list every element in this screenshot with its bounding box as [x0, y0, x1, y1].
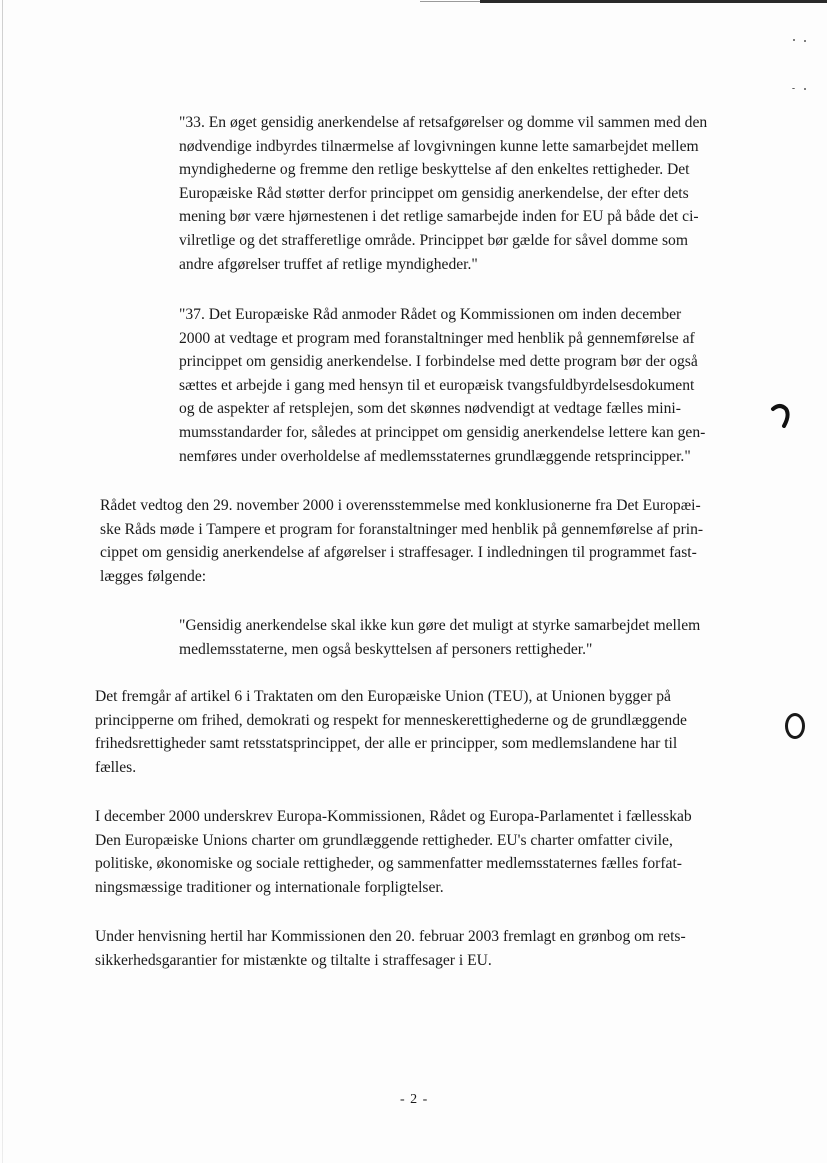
punch-hole-icon — [785, 713, 805, 739]
text-line: "33. En øget gensidig anerkendelse af retsafgørelser og domme vil sammen med den — [179, 114, 708, 131]
quote-paragraph-37 — [179, 303, 705, 468]
text-line: mumsstandarder for, således at princippet om gensidig anerkendelse lettere kan gen- — [179, 423, 706, 441]
text-line: Under henvisning hertil har Kommissionen den 20. februar 2003 fremlagt en grønbog om rets- — [95, 928, 686, 945]
scan-speck — [804, 88, 806, 90]
text-line: Europæiske Råd støtter derfor princippet om gensidig anerkendelse, der efter dets — [179, 184, 689, 202]
text-line: lægges følgende: — [100, 567, 207, 585]
quote-mutual-recognition — [179, 614, 700, 661]
scan-top-rule-faint — [420, 1, 480, 2]
text-line: 2000 at vedtage et program med foranstaltninger med henblik på gennemførelse af — [179, 329, 695, 347]
text-line: princippet om gensidig anerkendelse. I forbindelse med dette program bør der også — [179, 353, 698, 371]
text-line: sættes et arbejde i gang med hensyn til et europæisk tvangsfuldbyrdelsesdokument — [179, 376, 695, 394]
text-line: cippet om gensidig anerkendelse af afgørelser i straffesager. I indledningen til programmet fast- — [100, 544, 697, 562]
scan-speck — [804, 40, 806, 42]
scan-speck — [793, 39, 795, 41]
paragraph-teu-article-6 — [95, 685, 687, 779]
text-line: "37. Det Europæiske Råd anmoder Rådet og Kommissionen om inden december — [179, 306, 682, 323]
text-line: sikkerhedsgarantier for mistænkte og tiltalte i straffesager i EU. — [95, 951, 492, 969]
quote-paragraph-33 — [179, 111, 707, 276]
text-line: myndighederne og fremme den retlige beskyttelse af den enkeltes rettigheder. Det — [179, 161, 690, 179]
text-line: mening bør være hjørnestenen i det retlige samarbejde inden for EU på både det ci- — [179, 208, 699, 226]
paragraph-charter — [95, 805, 692, 899]
text-line: fælles. — [95, 758, 137, 776]
text-line: og de aspekter af retsplejen, som det skønnes nødvendigt at vedtage fælles mini- — [179, 400, 681, 418]
scan-top-rule — [480, 0, 827, 3]
text-line: nemføres under overholdelse af medlemsstaternes grundlæggende retsprincipper." — [179, 447, 691, 465]
text-line: Det fremgår af artikel 6 i Traktaten om den Europæiske Union (TEU), at Unionen bygger på — [95, 688, 671, 705]
page-number: - 2 - — [400, 1092, 429, 1107]
paragraph-green-paper — [95, 925, 686, 972]
scan-edge — [2, 0, 3, 1163]
text-line: medlemsstaterne, men også beskyttelsen af personers rettigheder." — [179, 640, 593, 658]
paragraph-council-decision — [100, 494, 703, 588]
binding-hook-mark — [770, 402, 792, 428]
text-line: nødvendige indbyrdes tilnærmelse af lovgivningen kunne lette samarbejdet mellem — [179, 137, 699, 155]
text-line: Rådet vedtog den 29. november 2000 i overensstemmelse med konklusionerne fra Det Europæi- — [100, 497, 701, 514]
scan-speck — [792, 88, 795, 89]
text-line: "Gensidig anerkendelse skal ikke kun gøre det muligt at styrke samarbejdet mellem — [179, 617, 701, 634]
text-line: principperne om frihed, demokrati og respekt for menneskerettighederne og de grundlæggende — [95, 711, 687, 729]
text-line: frihedsrettigheder samt retsstatsprincippet, der alle er principper, som medlemslandene har til — [95, 735, 678, 753]
text-line: ningsmæssige traditioner og internationale forpligtelser. — [95, 878, 444, 896]
text-line: vilretlige og det strafferetlige område. Princippet bør gælde for såvel domme som — [179, 231, 688, 249]
text-line: politiske, økonomiske og sociale rettigheder, og sammenfatter medlemsstaternes fælles forfat- — [95, 855, 683, 873]
text-line: ske Råds møde i Tampere et program for foranstaltninger med henblik på gennemførelse af prin- — [100, 520, 704, 538]
text-line: andre afgørelser truffet af retlige myndigheder." — [179, 255, 478, 273]
text-line: Den Europæiske Unions charter om grundlæggende rettigheder. EU's charter omfatter civile, — [95, 831, 673, 849]
text-line: I december 2000 underskrev Europa-Kommissionen, Rådet og Europa-Parlamentet i fællesskab — [95, 808, 692, 825]
